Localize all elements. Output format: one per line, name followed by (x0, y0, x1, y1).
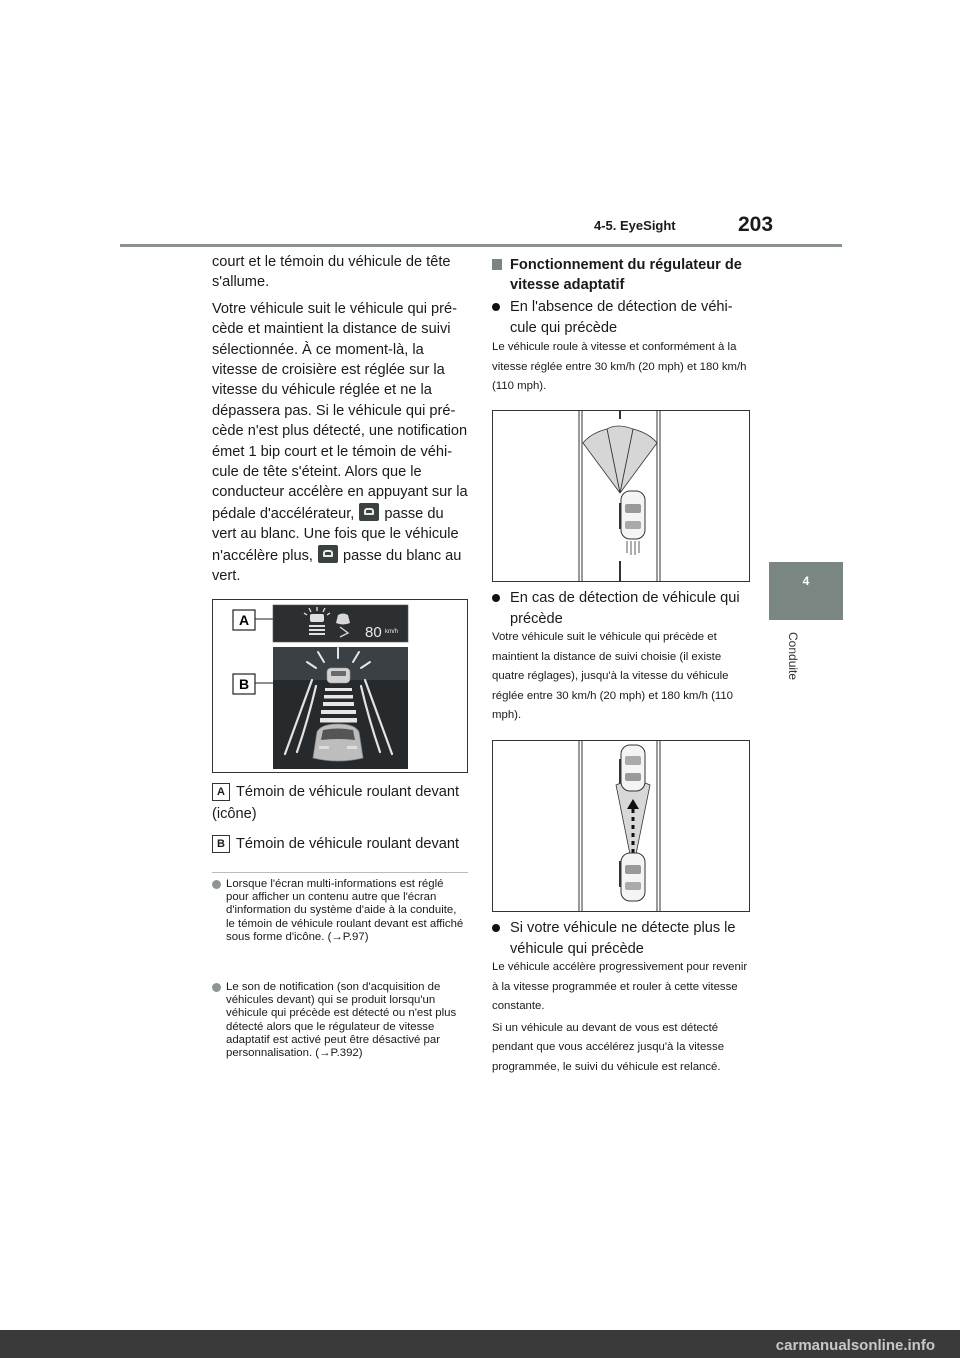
bullet-dot (492, 594, 500, 602)
chapter-tab (769, 562, 843, 620)
speed-value: 80 (365, 624, 382, 641)
callout-b: B (238, 676, 250, 692)
note-1-text: Lorsque l'écran multi-informations est réglé pour afficher un contenu autre que l'écran d'information du système d'aide à la conduite, le témoin de véhicule roulant devant est affiché sous forme d'icône. (→P.97) (226, 878, 464, 943)
section-heading: Fonctionnement du régulateur de vitesse adaptatif (492, 255, 750, 295)
heading-square (492, 259, 502, 270)
header-rule (120, 244, 842, 247)
lead-vehicle-icon (359, 503, 379, 521)
speed-unit: km/h (385, 629, 399, 635)
bullet-2-text: Votre véhicule suit le véhicule qui précède et maintient la distance de suivi choisie (il existe quatre réglages), jusqu'à la vitesse du véhicule réglée entre 30 km/h (20 mph) et 180 km/h (110 mph). (492, 631, 734, 722)
callout-a: A (238, 612, 250, 628)
chapter-label: Conduite (786, 632, 800, 681)
display-illustration (213, 600, 467, 772)
caption-a-key: A (212, 783, 230, 801)
footer-watermark (0, 1330, 960, 1358)
note-bullet (212, 880, 221, 889)
paragraph-following: Votre véhicule suit le véhicule qui pré-cède et maintient la distance de suivi sélectionnée. À ce moment-là, la vitesse de croisière est réglée sur la vitesse du véhicule réglée et ne la dépassera pas. Si le véhicule qui pré-cède n'est plus détecté, une notification émet 1 bip court et le témoin de véhi-cule de tête s'éteint. Alors que le conducteur accélère en appuyant sur la pédale d'accélérateur, passe du vert au blanc. Une fois que le véhicule n'accélère plus, passe du blanc au vert. (212, 300, 468, 585)
caption-b-text: Témoin de véhicule roulant devant (236, 836, 460, 852)
chapter-number: 4 (802, 574, 810, 588)
notes-divider (212, 872, 468, 873)
bullet-3-text: Le véhicule accélère progressivement pour revenir à la vitesse programmée et rouler à cette vitesse constante. Si un véhicule au devant de vous est détecté pendant que vous accélérez jusqu'à la vitesse programmée, le suivi du véhicule est relancé. (492, 961, 748, 1073)
section-title: 4-5. EyeSight (594, 218, 676, 233)
caption-b (212, 833, 472, 855)
caption-a-text: Témoin de véhicule roulant devant (icône) (212, 784, 460, 822)
note-2 (212, 981, 468, 1060)
road-diagram-1 (493, 411, 749, 581)
road-diagram-2 (493, 741, 749, 911)
bullet-dot (492, 924, 500, 932)
note-2-text: Le son de notification (son d'acquisition de véhicules devant) qui se produit lorsqu'un véhicule qui précède est détecté ou n'est plus détecté alors que le régulateur de vitesse adaptatif est activé peut être désactivé par personnalisation. (→P.392) (226, 981, 457, 1060)
caption-b-key: B (212, 835, 230, 853)
watermark-text: carmanualsonline.info (775, 1337, 935, 1354)
bullet-3: Si votre véhicule ne détecte plus le véhicule qui précède (492, 918, 750, 959)
bullet-dot (492, 303, 500, 311)
bullet-1: En l'absence de détection de véhi-cule qui précède (492, 297, 750, 338)
caption-a (212, 781, 472, 825)
lead-vehicle-icon-2 (318, 545, 338, 563)
diagram-lead-vehicle (492, 740, 750, 912)
note-bullet (212, 983, 221, 992)
bullet-2: En cas de détection de véhicule qui précède (492, 588, 750, 629)
note-1 (212, 878, 468, 944)
paragraph-continued: court et le témoin du véhicule de tête s'allume. (212, 254, 451, 291)
diagram-no-lead-vehicle (492, 410, 750, 582)
left-body (212, 252, 468, 587)
bullet-1-text: Le véhicule roule à vitesse et conformément à la vitesse réglée entre 30 km/h (20 mph) et 180 km/h (110 mph). (492, 341, 747, 393)
page-number: 203 (738, 213, 774, 236)
display-figure (212, 599, 468, 773)
